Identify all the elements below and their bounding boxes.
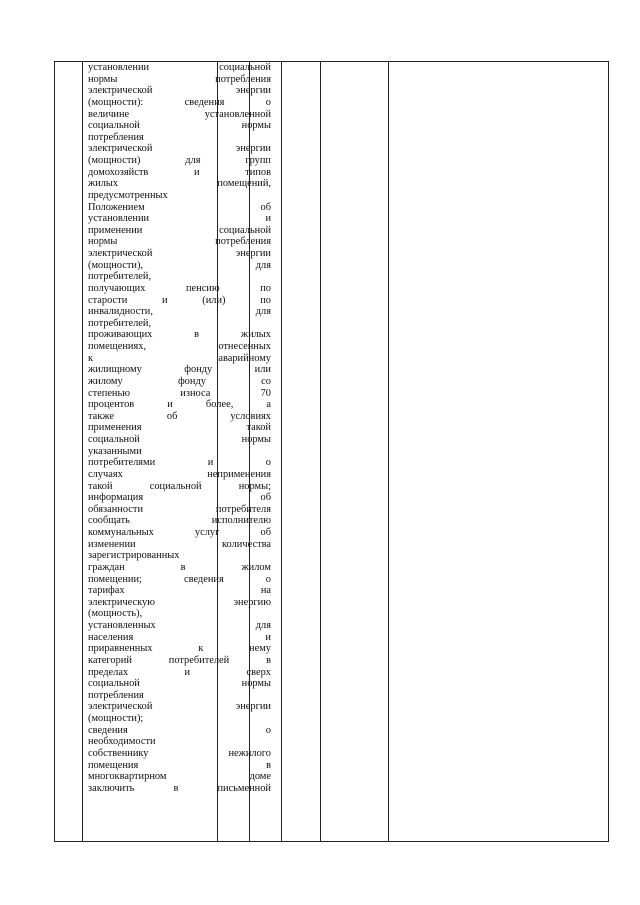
text-line: применения такой — [88, 422, 271, 434]
text-line: инвалидности, для — [88, 306, 271, 318]
text-line: помещения в — [88, 759, 271, 771]
text-line: жилых помещений, — [88, 178, 271, 190]
text-line: собственнику нежилого — [88, 747, 271, 759]
text-line: степенью износа 70 — [88, 387, 271, 399]
text-line: социальной нормы — [88, 434, 271, 445]
text-line: тарифах на — [88, 585, 271, 597]
text-line: населения и — [88, 631, 271, 643]
text-line: необходимости — [88, 736, 156, 748]
text-line: потребителей, — [88, 317, 152, 329]
text-line: сведения о — [88, 724, 271, 736]
text-line: также об условиях — [88, 410, 271, 422]
text-line: обязанности потребителя — [88, 503, 271, 515]
text-line: установлении и — [88, 213, 271, 225]
text-line: предусмотренных — [88, 189, 168, 201]
text-line: потребителями и о — [88, 457, 271, 469]
text-line: проживающих в жилых — [88, 329, 271, 341]
text-line: зарегистрированных — [88, 550, 180, 562]
text-line: к аварийному — [88, 352, 271, 364]
text-line: установлении социальной — [88, 62, 271, 73]
text-line: получающих пенсию по — [88, 282, 271, 294]
text-line: потребления — [88, 131, 144, 143]
text-line: электрической энергии — [88, 248, 271, 259]
text-line: социальной нормы — [88, 120, 271, 132]
text-line: (мощности): сведения о — [88, 96, 271, 108]
text-line: указанными — [88, 445, 142, 457]
table-cell-description — [88, 62, 271, 794]
text-line: (мощности); — [88, 713, 144, 724]
text-line: категорий потребителей в — [88, 654, 271, 666]
text-line: электрической энергии — [88, 143, 271, 155]
text-line: потребления — [88, 689, 144, 701]
text-line: приравненных к нему — [88, 643, 271, 655]
text-line: помещениях, отнесенных — [88, 341, 271, 352]
text-line: изменении количества — [88, 538, 271, 550]
text-line: заключить в письменной — [88, 782, 271, 794]
text-line: социальной нормы — [88, 678, 271, 690]
text-line: домохозяйств и типов — [88, 166, 271, 178]
text-line: информация об — [88, 492, 271, 504]
text-line: такой социальной нормы; — [88, 480, 271, 492]
text-line: (мощности) для групп — [88, 155, 271, 166]
column-divider — [82, 62, 83, 841]
text-line: потребителей, — [88, 271, 152, 283]
text-line: старости и (или) по — [88, 294, 271, 306]
text-line: электрическую энергию — [88, 596, 271, 608]
text-line: помещении; сведения о — [88, 573, 271, 585]
text-line: граждан в жилом — [88, 561, 271, 573]
text-line: величине установленной — [88, 108, 271, 120]
text-line: многоквартирном доме — [88, 771, 271, 783]
text-line: нормы потребления — [88, 236, 271, 248]
text-line: пределах и сверх — [88, 666, 271, 678]
column-divider — [281, 62, 282, 841]
text-line: сообщать исполнителю — [88, 515, 271, 527]
column-divider — [320, 62, 321, 841]
text-line: Положением об — [88, 201, 271, 213]
text-line: электрической энергии — [88, 701, 271, 713]
text-line: коммунальных услуг об — [88, 527, 271, 538]
text-line: (мощности), для — [88, 259, 271, 271]
text-line: (мощность), — [88, 608, 143, 620]
column-divider — [388, 62, 389, 841]
text-line: установленных для — [88, 620, 271, 631]
text-line: жилищному фонду или — [88, 364, 271, 376]
text-line: жилому фонду со — [88, 375, 271, 387]
text-line: процентов и более, а — [88, 399, 271, 411]
text-line: применении социальной — [88, 224, 271, 236]
document-table — [54, 61, 609, 842]
text-line: электрической энергии — [88, 85, 271, 97]
text-line: случаях неприменения — [88, 468, 271, 480]
text-line: нормы потребления — [88, 73, 271, 85]
